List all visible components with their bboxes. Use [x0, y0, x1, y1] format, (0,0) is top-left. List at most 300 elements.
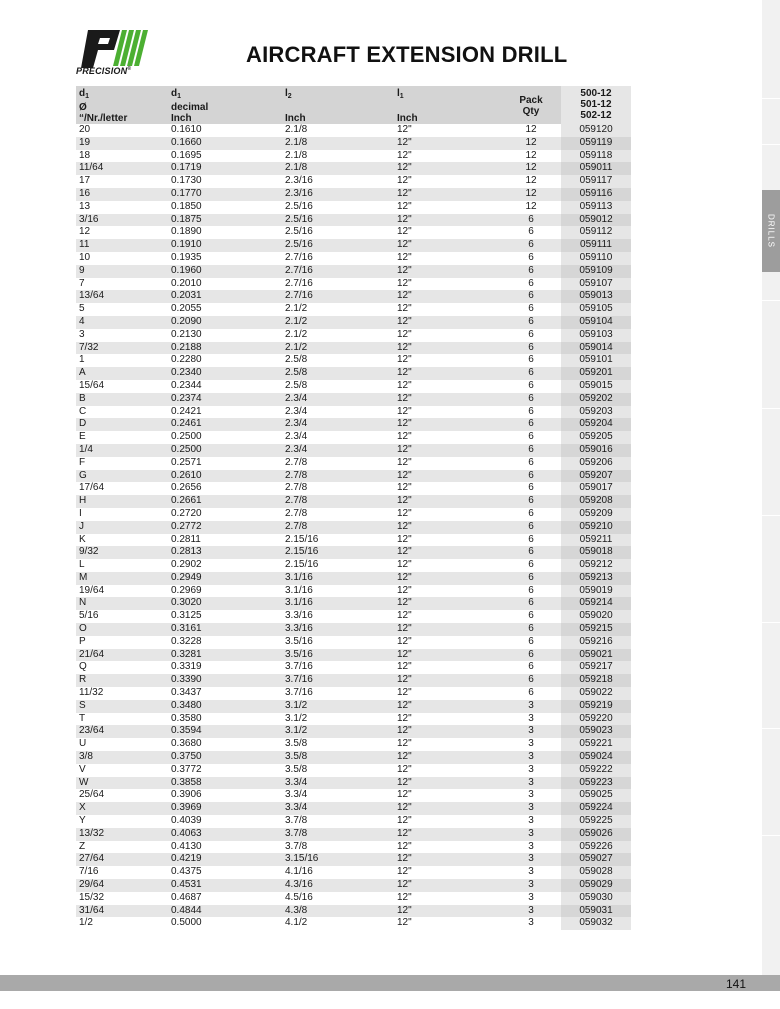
cell-diameter: Q [79, 661, 87, 673]
header-overall-length: $l_1$ Inch [397, 86, 501, 124]
table-row [76, 470, 631, 483]
table-row [76, 188, 631, 201]
cell-decimal: 0.4844 [171, 905, 285, 918]
cell-overall-length: 12" [397, 342, 501, 355]
cell-decimal: 0.1910 [171, 239, 285, 252]
cell-decimal: 0.3281 [171, 649, 285, 662]
side-tab-strip [762, 0, 780, 975]
cell-diameter: 7/32 [76, 342, 171, 355]
table-row [76, 892, 631, 905]
cell-overall-length: 12" [397, 495, 501, 508]
cell-overall-length: 12" [397, 277, 412, 289]
cell-diameter: 20 [79, 124, 91, 135]
cell-pack-qty: 12 [501, 188, 561, 201]
cell-decimal: 0.2130 [171, 328, 202, 340]
cell-flute-length: 3.5/8 [285, 738, 308, 750]
cell-overall-length: 12" [397, 214, 501, 227]
cell-overall-length: 12" [397, 687, 412, 699]
cell-pack-qty: 12 [501, 137, 561, 150]
cell-article-number: 059023 [561, 725, 631, 738]
cell-article-number: 059110 [561, 252, 631, 265]
cell-overall-length: 12" [397, 828, 501, 841]
table-row [76, 674, 631, 687]
table-row [76, 559, 631, 572]
cell-article-number: 059017 [561, 482, 631, 495]
cell-decimal: 0.2010 [171, 277, 202, 289]
cell-pack-qty: 6 [528, 559, 534, 571]
cell-overall-length: 12" [397, 507, 412, 519]
cell-diameter: 3/8 [76, 751, 171, 764]
cell-overall-length: 12" [397, 623, 501, 636]
cell-article-number: 059223 [561, 777, 631, 790]
cell-decimal: 0.2340 [171, 367, 285, 380]
table-row [76, 278, 631, 291]
cell-pack-qty: 6 [528, 456, 534, 468]
table-row [76, 572, 631, 585]
cell-article-number: 059027 [561, 853, 631, 866]
cell-decimal: 0.1935 [171, 251, 202, 263]
cell-diameter: 15/64 [79, 379, 105, 391]
cell-flute-length: 3.3/16 [285, 610, 313, 622]
cell-decimal: 0.2090 [171, 316, 285, 329]
cell-diameter: 3/16 [76, 214, 171, 227]
cell-flute-length: 3.7/8 [285, 815, 308, 827]
table-row [76, 201, 631, 214]
cell-article-number: 059222 [561, 764, 631, 777]
strip-divider [762, 515, 780, 516]
cell-overall-length: 12" [397, 712, 412, 724]
table-row [76, 175, 631, 188]
cell-decimal: 0.4130 [171, 840, 202, 852]
cell-flute-length: 3.3/16 [285, 623, 397, 636]
cell-decimal: 0.4039 [171, 815, 202, 827]
cell-pack-qty: 6 [501, 674, 561, 687]
cell-pack-qty: 6 [528, 533, 534, 545]
cell-decimal: 0.3680 [171, 738, 202, 750]
cell-overall-length: 12" [397, 316, 501, 329]
cell-decimal: 0.2811 [171, 533, 201, 545]
cell-diameter: C [79, 405, 87, 417]
cell-diameter: 11/64 [76, 162, 171, 175]
cell-article-number: 059107 [561, 278, 631, 291]
cell-flute-length: 2.7/16 [285, 290, 397, 303]
section-tab-drills[interactable] [762, 190, 780, 272]
cell-pack-qty: 6 [528, 328, 534, 340]
cell-article-number: 059205 [561, 431, 631, 444]
cell-pack-qty: 6 [528, 482, 534, 494]
cell-flute-length: 2.3/16 [285, 188, 397, 201]
table-row [76, 585, 631, 598]
cell-article-number: 059101 [561, 354, 631, 367]
cell-decimal: 0.2969 [171, 584, 202, 596]
cell-article-number: 059203 [561, 406, 631, 419]
cell-article-number: 059111 [561, 239, 631, 252]
cell-overall-length: 12" [397, 546, 501, 559]
cell-decimal: 0.3858 [171, 777, 285, 790]
cell-diameter: K [79, 533, 86, 545]
cell-overall-length: 12" [397, 482, 412, 494]
cell-decimal: 0.2720 [171, 507, 202, 519]
cell-pack-qty: 6 [501, 265, 561, 278]
cell-article-number: 059204 [561, 418, 631, 431]
cell-decimal: 0.2280 [171, 354, 202, 366]
cell-decimal: 0.2902 [171, 559, 202, 571]
cell-pack-qty: 12 [525, 149, 537, 161]
cell-article-number: 059219 [561, 700, 631, 713]
cell-diameter: U [79, 738, 87, 750]
cell-decimal: 0.4531 [171, 879, 285, 892]
table-row [76, 649, 631, 662]
cell-pack-qty: 6 [501, 572, 561, 585]
cell-flute-length: 2.3/16 [285, 175, 313, 187]
cell-diameter: 7 [79, 277, 85, 289]
cell-flute-length: 3.7/16 [285, 674, 397, 687]
table-row [76, 252, 631, 265]
table-row [76, 777, 631, 790]
cell-pack-qty: 6 [528, 226, 534, 238]
cell-overall-length: 12" [397, 200, 412, 212]
cell-overall-length: 12" [397, 137, 501, 150]
cell-article-number: 059112 [561, 226, 631, 239]
cell-flute-length: 3.7/16 [285, 687, 313, 699]
brand-name: PRECISION® [76, 66, 132, 76]
table-row [76, 303, 631, 316]
cell-article-number: 059026 [561, 828, 631, 841]
cell-pack-qty: 6 [501, 597, 561, 610]
table-row [76, 162, 631, 175]
cell-diameter: L [79, 559, 85, 571]
cell-decimal: 0.3390 [171, 674, 285, 687]
cell-flute-length: 2.1/2 [285, 328, 308, 340]
cell-decimal: 0.2421 [171, 405, 202, 417]
cell-diameter: Y [79, 815, 86, 827]
cell-overall-length: 12" [397, 265, 501, 278]
cell-decimal: 0.2813 [171, 546, 285, 559]
cell-decimal: 0.3319 [171, 661, 202, 673]
strip-divider [762, 98, 780, 99]
cell-pack-qty: 3 [501, 725, 561, 738]
cell-diameter: W [76, 777, 171, 790]
cell-article-number: 059119 [561, 137, 631, 150]
cell-flute-length: 2.15/16 [285, 559, 319, 571]
cell-pack-qty: 3 [501, 905, 561, 918]
cell-decimal: 0.3906 [171, 789, 202, 801]
cell-diameter: 12 [79, 226, 91, 238]
table-row [76, 354, 631, 367]
cell-pack-qty: 12 [525, 200, 537, 212]
cell-pack-qty: 3 [528, 866, 534, 878]
cell-flute-length: 2.15/16 [285, 533, 319, 545]
cell-article-number: 059015 [561, 380, 631, 393]
cell-pack-qty: 3 [528, 917, 534, 929]
cell-overall-length: 12" [397, 444, 501, 457]
cell-diameter: E [79, 431, 86, 443]
cell-article-number: 059202 [561, 393, 631, 406]
cell-decimal: 0.2949 [171, 572, 285, 585]
cell-flute-length: 3.3/4 [285, 789, 308, 801]
cell-article-number: 059014 [561, 342, 631, 355]
table-row [76, 393, 631, 406]
cell-overall-length: 12" [397, 597, 501, 610]
cell-article-number: 059024 [561, 751, 631, 764]
cell-diameter: 15/32 [79, 891, 105, 903]
cell-diameter: 7/16 [79, 866, 99, 878]
cell-diameter: J [76, 521, 171, 534]
cell-diameter: 31/64 [76, 905, 171, 918]
cell-flute-length: 3.3/4 [285, 802, 397, 815]
cell-overall-length: 12" [397, 290, 501, 303]
cell-overall-length: 12" [397, 456, 412, 468]
cell-flute-length: 2.3/4 [285, 405, 308, 417]
cell-overall-length: 12" [397, 584, 412, 596]
cell-diameter: 10 [79, 251, 91, 263]
cell-article-number: 059028 [561, 866, 631, 879]
cell-diameter: P [79, 635, 86, 647]
cell-decimal: 0.3772 [171, 763, 202, 775]
cell-diameter: 5/16 [79, 610, 99, 622]
cell-article-number: 059029 [561, 879, 631, 892]
cell-diameter: A [76, 367, 171, 380]
table-row [76, 316, 631, 329]
cell-article-number: 059217 [561, 661, 631, 674]
cell-diameter: Z [79, 840, 86, 852]
cell-decimal: 0.1695 [171, 149, 202, 161]
cell-diameter: 18 [79, 149, 91, 161]
cell-article-number: 059211 [561, 534, 631, 547]
cell-diameter: 13 [79, 200, 91, 212]
cell-pack-qty: 6 [501, 316, 561, 329]
strip-divider [762, 300, 780, 301]
cell-overall-length: 12" [397, 777, 501, 790]
table-row [76, 713, 631, 726]
cell-diameter: 25/64 [79, 789, 105, 801]
cell-overall-length: 12" [397, 393, 501, 406]
cell-overall-length: 12" [397, 303, 412, 315]
cell-article-number: 059032 [561, 917, 631, 930]
cell-overall-length: 12" [397, 149, 412, 161]
cell-flute-length: 2.5/8 [285, 367, 397, 380]
table-row [76, 265, 631, 278]
footer-bar [0, 975, 780, 991]
cell-pack-qty: 6 [501, 521, 561, 534]
cell-overall-length: 12" [397, 866, 412, 878]
cell-overall-length: 12" [397, 891, 412, 903]
cell-decimal: 0.3020 [171, 597, 285, 610]
drill-spec-table [76, 86, 631, 930]
cell-pack-qty: 3 [528, 712, 534, 724]
cell-flute-length: 2.7/8 [285, 456, 308, 468]
cell-diameter: 1/4 [76, 444, 171, 457]
cell-decimal: 0.4375 [171, 866, 202, 878]
cell-decimal: 0.2055 [171, 303, 202, 315]
cell-diameter: 11/32 [79, 687, 104, 699]
cell-overall-length: 12" [397, 802, 501, 815]
header-diameter: $d_1$ Ø “/Nr./letter [76, 86, 171, 124]
cell-diameter: 19 [76, 137, 171, 150]
cell-pack-qty: 3 [501, 879, 561, 892]
cell-decimal: 0.2461 [171, 418, 285, 431]
cell-pack-qty: 6 [501, 623, 561, 636]
cell-pack-qty: 6 [528, 303, 534, 315]
cell-overall-length: 12" [397, 879, 501, 892]
cell-pack-qty: 12 [525, 124, 537, 135]
header-article-number: 500-12 501-12 502-12 [561, 86, 631, 124]
cell-overall-length: 12" [397, 789, 412, 801]
cell-article-number: 059030 [561, 892, 631, 905]
cell-overall-length: 12" [397, 354, 412, 366]
table-row [76, 431, 631, 444]
cell-decimal: 0.3125 [171, 610, 202, 622]
table-row [76, 342, 631, 355]
strip-divider [762, 622, 780, 623]
cell-flute-length: 4.3/8 [285, 905, 397, 918]
table-row [76, 636, 631, 649]
cell-overall-length: 12" [397, 674, 501, 687]
cell-diameter: B [76, 393, 171, 406]
cell-article-number: 059103 [561, 329, 631, 342]
table-row [76, 623, 631, 636]
cell-diameter: 17 [79, 175, 91, 187]
cell-pack-qty: 6 [501, 290, 561, 303]
cell-overall-length: 12" [397, 405, 412, 417]
table-row [76, 764, 631, 777]
cell-flute-length: 3.1/16 [285, 597, 397, 610]
cell-flute-length: 3.5/16 [285, 635, 313, 647]
table-row [76, 597, 631, 610]
cell-article-number: 059208 [561, 495, 631, 508]
table-row [76, 150, 631, 163]
cell-flute-length: 3.5/8 [285, 763, 308, 775]
cell-pack-qty: 6 [528, 354, 534, 366]
cell-flute-length: 2.1/8 [285, 149, 308, 161]
cell-diameter: T [79, 712, 86, 724]
cell-article-number: 059118 [561, 150, 631, 163]
cell-decimal: 0.2610 [171, 470, 285, 483]
cell-article-number: 059224 [561, 802, 631, 815]
cell-flute-length: 2.5/16 [285, 239, 397, 252]
cell-overall-length: 12" [397, 853, 501, 866]
cell-overall-length: 12" [397, 521, 501, 534]
cell-article-number: 059215 [561, 623, 631, 636]
cell-diameter: G [76, 470, 171, 483]
page-title: AIRCRAFT EXTENSION DRILL [246, 42, 568, 67]
cell-decimal: 0.3161 [171, 623, 285, 636]
cell-article-number: 059013 [561, 290, 631, 303]
cell-diameter: O [76, 623, 171, 636]
table-row [76, 841, 631, 854]
cell-pack-qty: 6 [501, 342, 561, 355]
cell-flute-length: 2.3/4 [285, 393, 397, 406]
cell-diameter: F [79, 456, 86, 468]
cell-diameter: 29/64 [76, 879, 171, 892]
table-row [76, 905, 631, 918]
cell-pack-qty: 3 [528, 840, 534, 852]
table-row [76, 661, 631, 674]
cell-flute-length: 2.7/8 [285, 470, 397, 483]
cell-pack-qty: 3 [501, 700, 561, 713]
cell-pack-qty: 6 [501, 239, 561, 252]
cell-article-number: 059213 [561, 572, 631, 585]
cell-overall-length: 12" [397, 226, 412, 238]
cell-article-number: 059225 [561, 815, 631, 828]
cell-pack-qty: 6 [501, 393, 561, 406]
table-row [76, 329, 631, 342]
cell-decimal: 0.2661 [171, 495, 285, 508]
cell-decimal: 0.3228 [171, 635, 202, 647]
cell-article-number: 059031 [561, 905, 631, 918]
cell-article-number: 059216 [561, 636, 631, 649]
cell-decimal: 0.2374 [171, 393, 285, 406]
cell-overall-length: 12" [397, 917, 412, 929]
strip-divider [762, 408, 780, 409]
cell-article-number: 059226 [561, 841, 631, 854]
table-row [76, 828, 631, 841]
cell-overall-length: 12" [397, 635, 412, 647]
cell-article-number: 059220 [561, 713, 631, 726]
cell-overall-length: 12" [397, 379, 412, 391]
cell-pack-qty: 3 [528, 738, 534, 750]
table-row [76, 226, 631, 239]
table-row [76, 866, 631, 879]
cell-decimal: 0.1660 [171, 137, 285, 150]
cell-pack-qty: 12 [525, 175, 537, 187]
cell-flute-length: 2.5/8 [285, 379, 308, 391]
table-row [76, 546, 631, 559]
cell-flute-length: 3.7/8 [285, 828, 397, 841]
cell-diameter: 9/32 [76, 546, 171, 559]
cell-overall-length: 12" [397, 431, 412, 443]
cell-overall-length: 12" [397, 751, 501, 764]
cell-pack-qty: 6 [528, 251, 534, 263]
cell-article-number: 059221 [561, 738, 631, 751]
table-row [76, 610, 631, 623]
cell-diameter: X [76, 802, 171, 815]
table-row [76, 508, 631, 521]
cell-flute-length: 3.1/2 [285, 712, 308, 724]
cell-flute-length: 2.7/8 [285, 482, 308, 494]
strip-divider [762, 835, 780, 836]
cell-flute-length: 2.7/8 [285, 507, 308, 519]
cell-decimal: 0.3580 [171, 712, 202, 724]
cell-overall-length: 12" [397, 162, 501, 175]
cell-pack-qty: 3 [501, 802, 561, 815]
cell-flute-length: 2.7/8 [285, 521, 397, 534]
cell-flute-length: 2.15/16 [285, 546, 397, 559]
cell-decimal: 0.2500 [171, 431, 202, 443]
cell-pack-qty: 6 [528, 277, 534, 289]
cell-article-number: 059019 [561, 585, 631, 598]
cell-overall-length: 12" [397, 572, 501, 585]
cell-article-number: 059120 [561, 124, 631, 137]
cell-decimal: 0.1875 [171, 214, 285, 227]
cell-article-number: 059206 [561, 457, 631, 470]
cell-decimal: 0.2656 [171, 482, 202, 494]
cell-decimal: 0.2344 [171, 379, 202, 391]
cell-overall-length: 12" [397, 738, 412, 750]
cell-article-number: 059022 [561, 687, 631, 700]
table-row [76, 802, 631, 815]
table-row [76, 495, 631, 508]
table-row [76, 789, 631, 802]
cell-flute-length: 2.3/4 [285, 418, 397, 431]
cell-pack-qty: 6 [528, 507, 534, 519]
cell-overall-length: 12" [397, 559, 412, 571]
cell-article-number: 059212 [561, 559, 631, 572]
cell-diameter: 5 [79, 303, 85, 315]
cell-diameter: H [76, 495, 171, 508]
cell-pack-qty: 12 [501, 162, 561, 175]
cell-pack-qty: 6 [501, 649, 561, 662]
